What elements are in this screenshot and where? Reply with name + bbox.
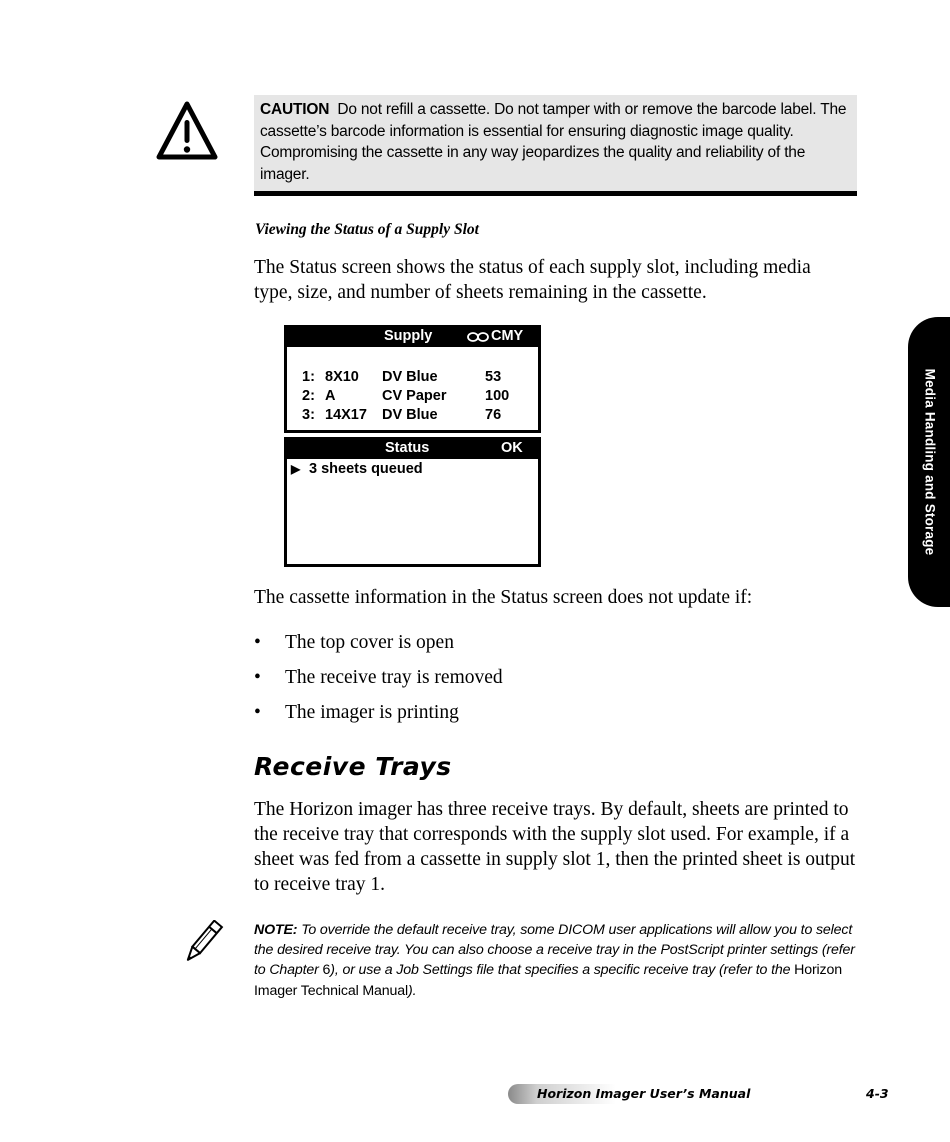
slot-number: 1: <box>302 369 315 385</box>
manual-title: Horizon Imager Technical Manual <box>254 962 842 999</box>
caution-box <box>254 95 857 196</box>
caution-label: CAUTION <box>260 101 330 118</box>
media-size: A <box>325 388 336 404</box>
note-text <box>254 920 862 1001</box>
caution-body: Do not refill a cassette. Do not tamper with or remove the barcode label. The cassette’s barcode information is essential for ensuring diagnostic image quality. Compromising the cassette in any way jeopardizes the quality and reliability of the imager. <box>260 101 847 183</box>
status-panel <box>284 459 541 567</box>
note-body-3: ). <box>408 982 417 999</box>
section-heading: Viewing the Status of a Supply Slot <box>255 221 479 238</box>
supply-header-bar <box>284 325 541 347</box>
queue-text: 3 sheets queued <box>309 461 423 477</box>
status-header-bar <box>284 437 541 459</box>
chapter-reference: 6 <box>322 962 331 979</box>
receive-trays-heading: Receive Trays <box>254 752 452 781</box>
cmy-label: CMY <box>491 328 524 344</box>
status-header: Status <box>385 440 430 456</box>
sheet-count: 100 <box>485 388 510 404</box>
slot-number: 2: <box>302 388 315 404</box>
media-type: CV Paper <box>382 388 447 404</box>
side-tab-label: Media Handling and Storage <box>922 368 938 556</box>
warning-icon <box>155 100 219 162</box>
intro-paragraph: The Status screen shows the status of each supply slot, including media type, size, and number of sheets remaining in the cassette. <box>254 257 811 303</box>
media-size: 8X10 <box>325 369 359 385</box>
ribbon-icon <box>467 332 489 342</box>
note-body-1: To override the default receive tray, some DICOM user applications will allow you to select the desired receive tray. You can also choose a receive tray in the PostScript printer settings (refer to Chapter <box>254 922 855 979</box>
list-item: • The receive tray is removed <box>254 665 854 700</box>
pencil-icon <box>180 920 224 966</box>
page-number: 4-3 <box>866 1086 889 1101</box>
media-type: DV Blue <box>382 369 438 385</box>
status-value: OK <box>501 440 523 456</box>
note-label: NOTE: <box>254 922 298 938</box>
update-intro: The cassette information in the Status screen does not update if: <box>254 587 753 608</box>
supply-header: Supply <box>384 328 433 344</box>
note-body-2: ), or use a Job Settings file that specifies a specific receive tray (refer to the <box>330 962 795 979</box>
sheet-count: 76 <box>485 407 502 423</box>
list-item: • The imager is printing <box>254 700 854 735</box>
media-size: 14X17 <box>325 407 367 423</box>
receive-trays-paragraph: The Horizon imager has three receive trays. By default, sheets are printed to the receive tray that corresponds with the supply slot used. For example, if a sheet was fed from a cassette in supply slot 1, then the printed sheet is output to receive tray 1. <box>254 799 856 895</box>
caution-text <box>260 99 852 185</box>
bullet-list <box>254 630 854 735</box>
chapter-side-tab <box>908 317 950 607</box>
supply-list <box>284 347 541 433</box>
footer-title: Horizon Imager User’s Manual <box>537 1086 751 1101</box>
media-type: DV Blue <box>382 407 438 423</box>
status-screen <box>284 325 541 567</box>
sheet-count: 53 <box>485 369 502 385</box>
slot-number: 3: <box>302 407 315 423</box>
list-item: • The top cover is open <box>254 630 854 665</box>
queue-line <box>291 461 531 480</box>
play-arrow-icon: ▶ <box>291 462 301 476</box>
